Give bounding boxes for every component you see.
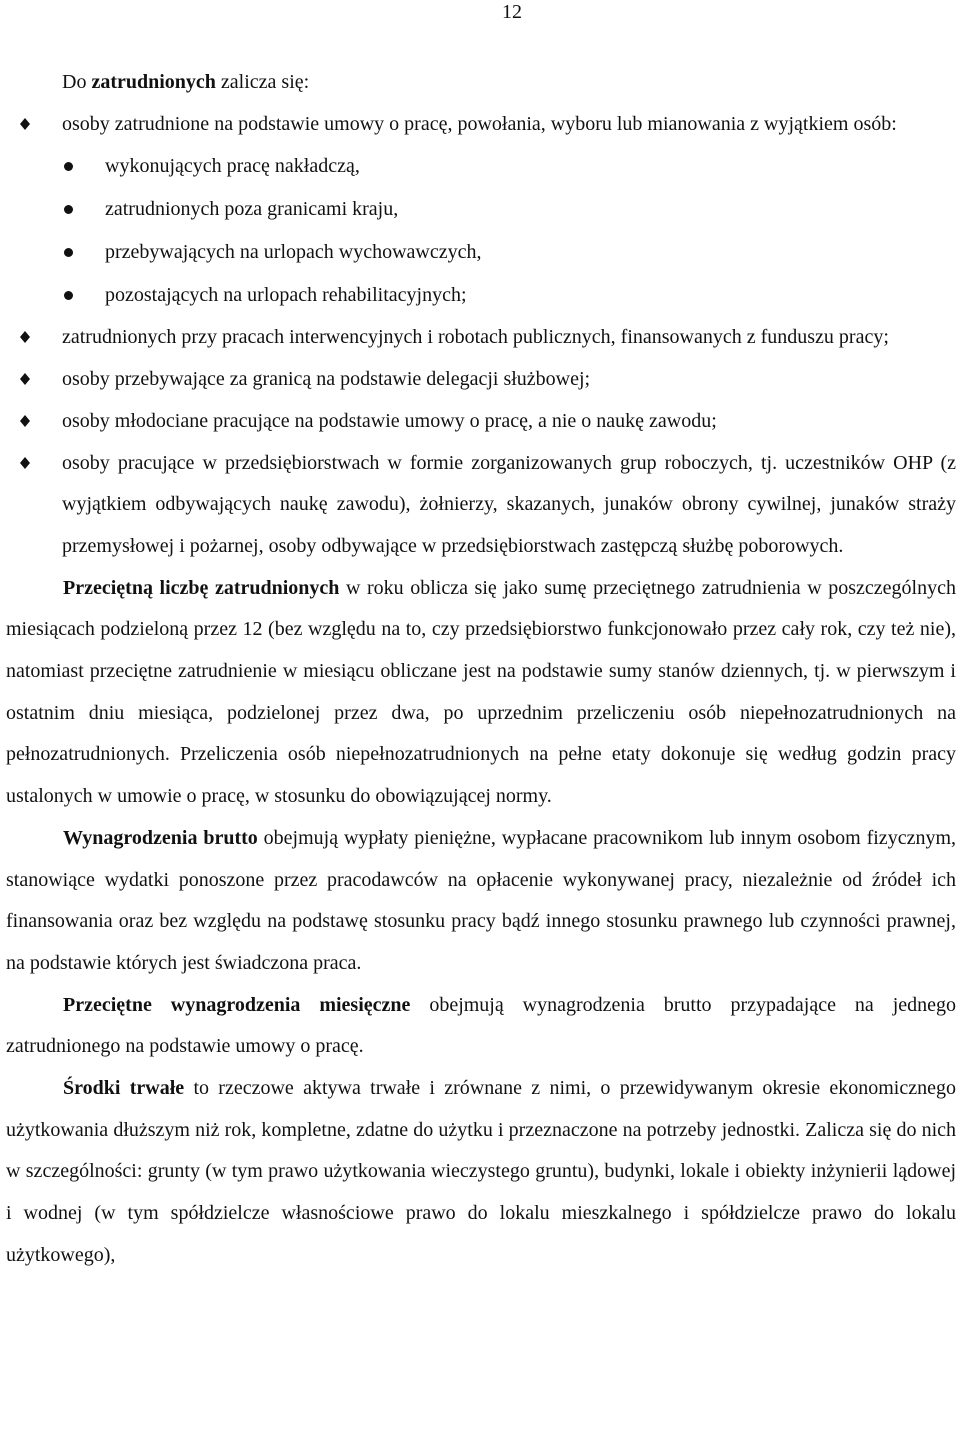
defined-term: Środki trwałe [63, 1077, 185, 1100]
list-item-text: osoby młodociane pracujące na podstawie umowy o pracę, a nie o naukę zawodu; [62, 409, 717, 432]
intro-bold-term: zatrudnionych [91, 71, 216, 93]
list-item [6, 317, 956, 359]
intro-line [6, 62, 956, 104]
dot-bullet-icon [64, 291, 73, 300]
defined-term: Przeciętne wynagrodzenia miesięczne [63, 993, 411, 1016]
sub-list-item-text: przebywających na urlopach wychowawczych, [105, 241, 482, 264]
sub-list-item [6, 231, 956, 274]
sub-list-item-text: wykonujących pracę nakładczą, [105, 155, 360, 178]
intro-pre: Do [62, 71, 92, 93]
paragraph-text: obejmują wypłaty pieniężne, wypłacane pracownikom lub innym osobom fizycznym, stanowiące wydatki ponoszone przez pracodawców na opłacenie wykonywanej pracy, niezależnie od źródeł ich finansowania oraz bez względu na podstawę stosunku pracy bądź innego stosunku prawnego lub czynności prawnej, na podstawie których jest świadczona praca. [6, 826, 956, 974]
paragraph-text: w roku oblicza się jako sumę przeciętnego zatrudnienia w poszczególnych miesiącach podzieloną przez 12 (bez względu na to, czy przedsiębiorstwo funkcjonowało przez cały rok, czy też nie), natomiast przeciętne zatrudnienie w miesiącu obliczane jest na podstawie sumy stanów dziennych, tj. w pierwszym i ostatnim dniu miesiąca, podzielonej przez dwa, po uprzednim przeliczeniu osób niepełnozatrudnionych na pełnozatrudnionych. Przeliczenia osób niepełnozatrudnionych na pełne etaty dokonuje się według godzin pracy ustalonych w umowie o pracę, w stosunku do obowiązującej normy. [6, 576, 956, 808]
list-item [6, 104, 956, 146]
list-item [6, 359, 956, 401]
paragraph-gross-wages [6, 818, 956, 985]
list-item [6, 401, 956, 443]
diamond-bullet-icon [20, 415, 30, 427]
document-body [6, 62, 956, 1277]
dot-bullet-icon [64, 248, 73, 257]
intro-post: zalicza się: [215, 71, 310, 93]
list-item-text: osoby zatrudnione na podstawie umowy o pracę, powołania, wyboru lub mianowania z wyjątkiem osób: [62, 112, 897, 135]
list-item-text: osoby przebywające za granicą na podstawie delegacji służbowej; [62, 368, 591, 391]
diamond-bullet-icon [20, 331, 30, 343]
sub-list-item [6, 145, 956, 188]
employed-list [6, 104, 956, 568]
paragraph-average-employment [6, 568, 956, 818]
sub-list-item-text: pozostających na urlopach rehabilitacyjnych; [105, 284, 467, 307]
list-item-text: zatrudnionych przy pracach interwencyjnych i robotach publicznych, finansowanych z funduszu pracy; [62, 326, 889, 349]
diamond-bullet-icon [20, 118, 30, 130]
page-number: 12 [502, 1, 522, 23]
diamond-bullet-icon [20, 457, 30, 469]
list-item [6, 443, 956, 568]
list-item-text: osoby pracujące w przedsiębiorstwach w formie zorganizowanych grup roboczych, tj. uczestników OHP (z wyjątkiem odbywających naukę zawodu), żołnierzy, skazanych, junaków obrony cywilnej, junaków straży przemysłowej i pożarnej, osoby odbywające w przedsiębiorstwach zastępczą służbę poborowych. [62, 451, 956, 557]
paragraph-text: obejmują wynagrodzenia brutto przypadające na jednego zatrudnionego na podstawie umowy o pracę. [6, 993, 956, 1058]
defined-term: Przeciętną liczbę zatrudnionych [63, 576, 340, 599]
dot-bullet-icon [64, 205, 73, 214]
paragraph-text: to rzeczowe aktywa trwałe i zrównane z nimi, o przewidywanym okresie ekonomicznego użytkowania dłuższym niż rok, kompletne, zdatne do użytku i przeznaczone na potrzeby jednostki. Zalicza się do nich w szczególności: grunty (w tym prawo użytkowania wieczystego gruntu), budynki, lokale i obiekty inżynierii lądowej i wodnej (w tym spółdzielcze własnościowe prawo do lokalu mieszkalnego i spółdzielcze prawo do lokalu użytkowego), [6, 1077, 956, 1266]
sub-list-item-text: zatrudnionych poza granicami kraju, [105, 198, 399, 221]
defined-term: Wynagrodzenia brutto [63, 826, 258, 849]
diamond-bullet-icon [20, 373, 30, 385]
paragraph-fixed-assets [6, 1068, 956, 1277]
dot-bullet-icon [64, 162, 73, 171]
paragraph-average-monthly-wages [6, 985, 956, 1068]
sub-list-item [6, 188, 956, 231]
sub-list-item [6, 274, 956, 317]
